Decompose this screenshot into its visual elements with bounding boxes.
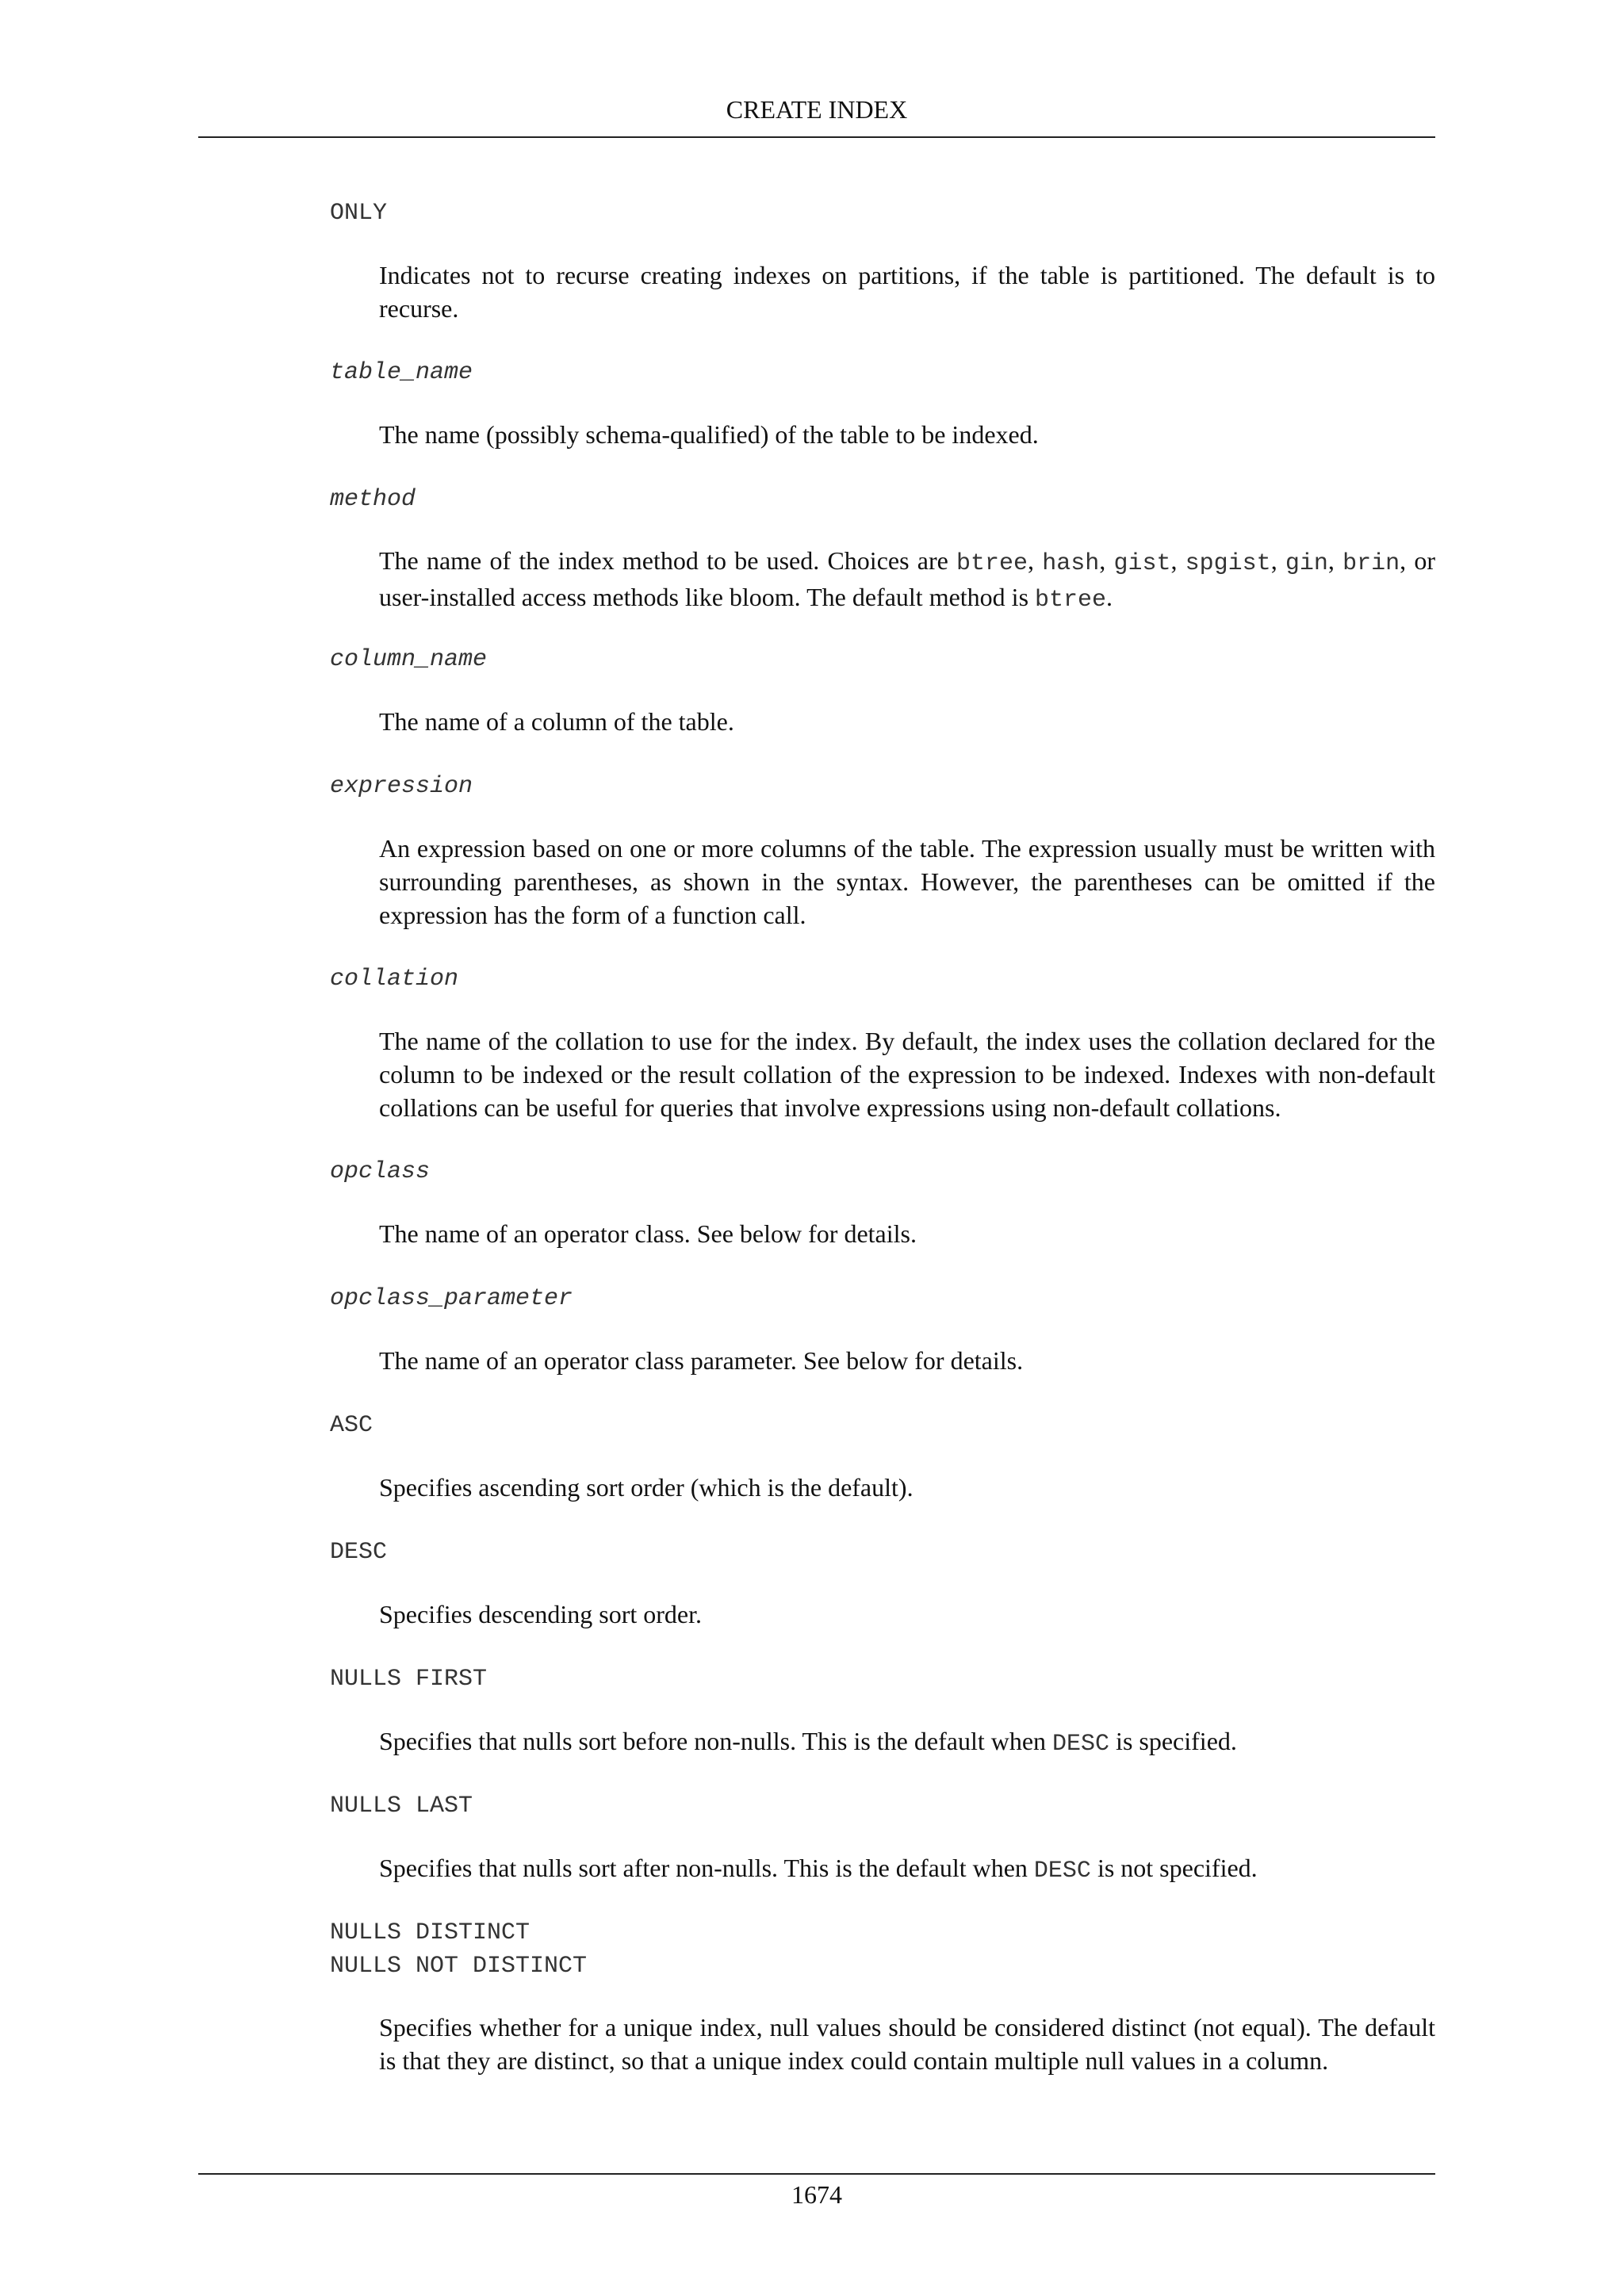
term-nulls-first: NULLS FIRST xyxy=(330,1666,488,1693)
term-column-name: column_name xyxy=(330,646,488,673)
desc-nulls-last: Specifies that nulls sort after non-nulls. This is the default when DESC is not specified. xyxy=(379,1854,1258,1885)
term-asc: ASC xyxy=(330,1412,373,1439)
literal-desc: DESC xyxy=(1033,1858,1091,1885)
desc-nulls-first: Specifies that nulls sort before non-nulls. This is the default when DESC is specified. xyxy=(379,1727,1237,1758)
term-method: method xyxy=(330,486,416,513)
term-nulls-not-distinct: NULLS NOT DISTINCT xyxy=(330,1953,588,1980)
desc-opclass: The name of an operator class. See below for details. xyxy=(379,1219,917,1248)
term-table-name: table_name xyxy=(330,359,473,386)
page-number: 1674 xyxy=(791,2180,842,2209)
desc-desc: Specifies descending sort order. xyxy=(379,1600,702,1628)
desc-opclass-parameter: The name of an operator class parameter. See below for details. xyxy=(379,1346,1024,1375)
literal-desc: DESC xyxy=(1052,1731,1110,1758)
term-opclass: opclass xyxy=(330,1158,431,1185)
page-header-title: CREATE INDEX xyxy=(726,95,908,124)
literal-gist: gist xyxy=(1113,550,1171,577)
desc-method: The name of the index method to be used. Choices are btree, hash, gist, spgist, gin, brin, or user-installed access methods like bloom. The default method is btree. xyxy=(379,546,1435,614)
term-collation: collation xyxy=(330,966,459,993)
desc-only: Indicates not to recurse creating indexes on partitions, if the table is partitioned. The default is to recurse. xyxy=(379,261,1435,323)
desc-expression: An expression based on one or more columns of the table. The expression usually must be written with surrounding parentheses, as shown in the syntax. However, the parentheses can be omitted if the expression has the form of a function call. xyxy=(379,834,1435,929)
term-expression: expression xyxy=(330,773,473,800)
literal-spgist: spgist xyxy=(1185,550,1271,577)
desc-asc: Specifies ascending sort order (which is the default). xyxy=(379,1473,914,1502)
literal-btree: btree xyxy=(956,550,1028,577)
literal-hash: hash xyxy=(1042,550,1100,577)
footer-rule xyxy=(198,2173,1435,2175)
term-nulls-distinct: NULLS DISTINCT xyxy=(330,1919,530,1946)
literal-default-method: btree xyxy=(1035,587,1107,614)
literal-gin: gin xyxy=(1285,550,1328,577)
desc-column-name: The name of a column of the table. xyxy=(379,707,734,736)
term-nulls-last: NULLS LAST xyxy=(330,1793,473,1820)
term-opclass-parameter: opclass_parameter xyxy=(330,1285,573,1312)
desc-table-name: The name (possibly schema-qualified) of the table to be indexed. xyxy=(379,420,1039,449)
literal-brin: brin xyxy=(1342,550,1400,577)
term-desc: DESC xyxy=(330,1539,388,1566)
desc-collation: The name of the collation to use for the index. By default, the index uses the collation declared for the column to be indexed or the result collation of the expression to be indexed. Indexes with non-default collations can be useful for queries that involve expressions using non-default collations. xyxy=(379,1027,1435,1122)
desc-nulls-distinct: Specifies whether for a unique index, null values should be considered distinct (not equal). The default is that they are distinct, so that a unique index could contain multiple null values in a column. xyxy=(379,2013,1435,2075)
header-rule xyxy=(198,136,1435,138)
term-only: ONLY xyxy=(330,200,388,227)
